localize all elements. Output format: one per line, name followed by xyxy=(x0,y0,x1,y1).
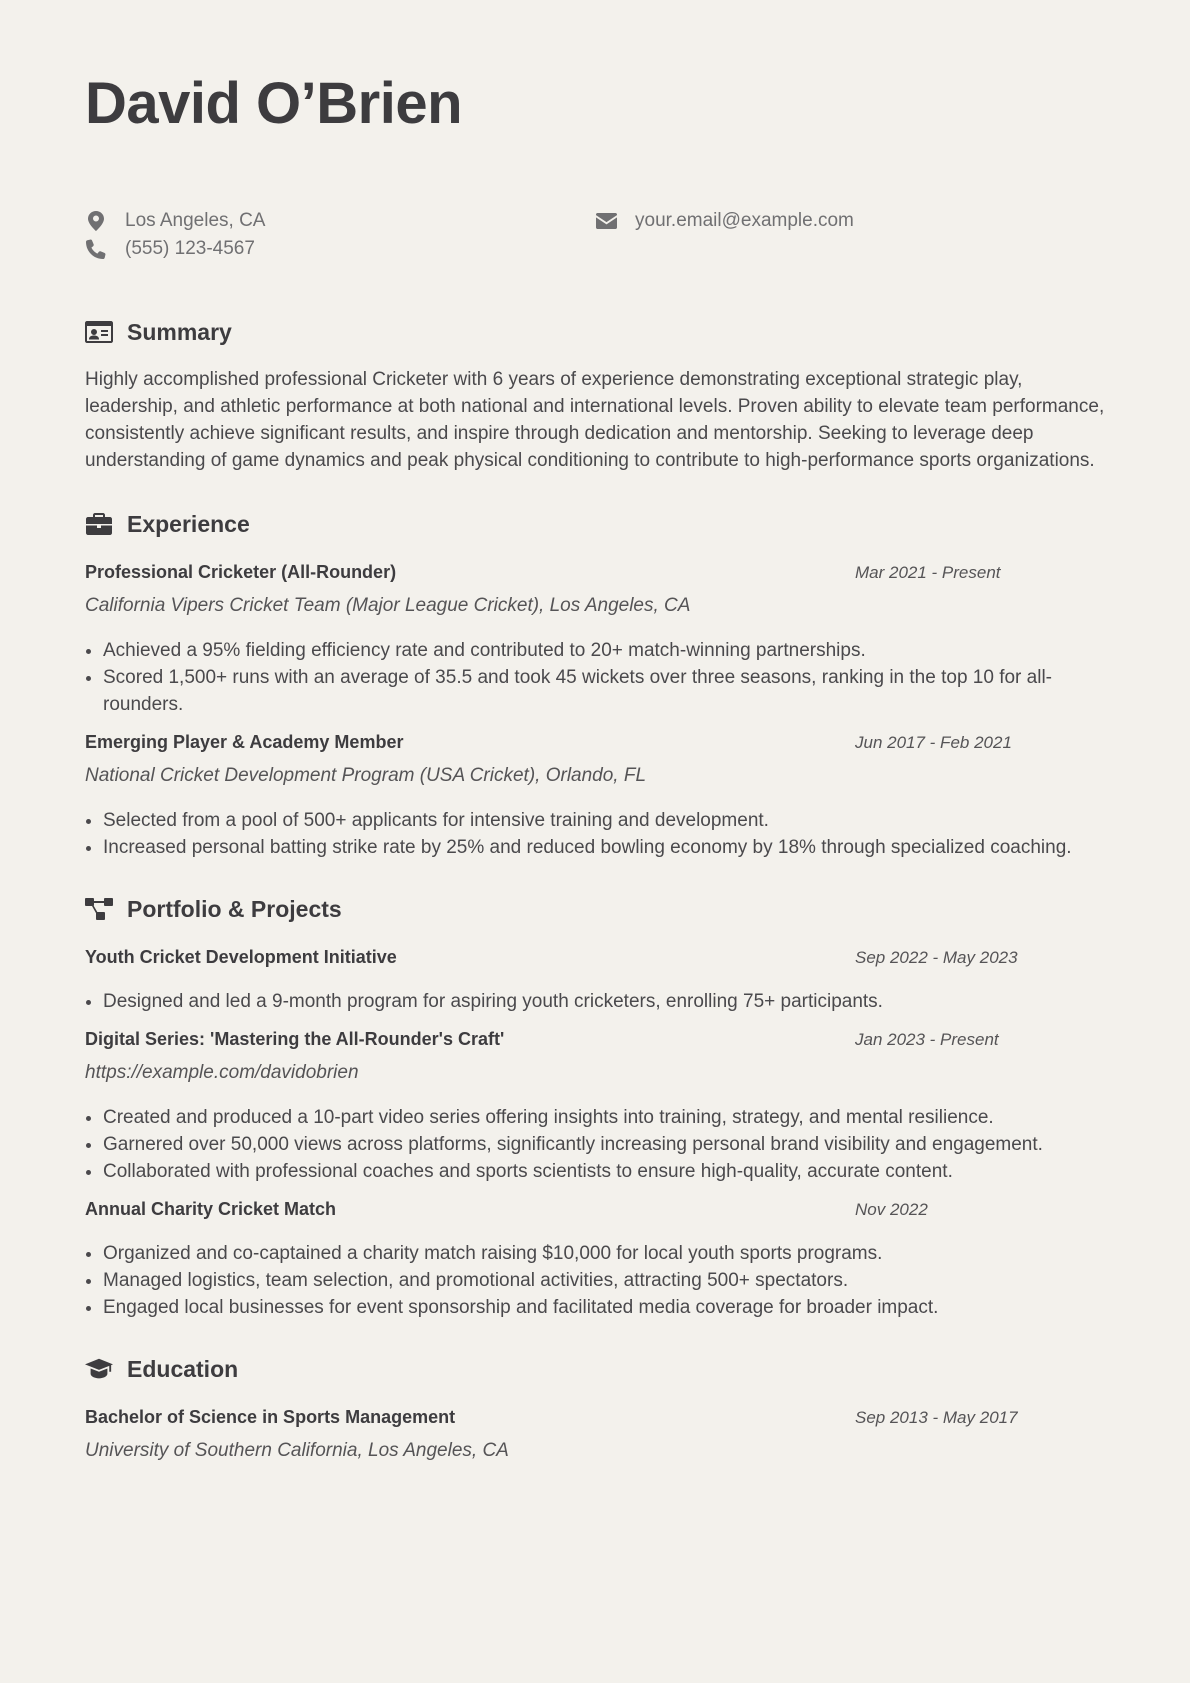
summary-text: Highly accomplished professional Cricketer with 6 years of experience demonstrating exceptional strategic play, leadership, and athletic performance at both national and international levels. Proven ability to elevate team performance, consistently achieve significant results, and inspire through dedication and mentorship. Seeking to leverage deep understanding of game dynamics and peak physical conditioning to contribute to high-performance sports organizations. xyxy=(85,369,1105,471)
job-title: Emerging Player & Academy Member xyxy=(85,732,404,752)
education-section xyxy=(85,1355,1105,1462)
education-entry xyxy=(85,1407,1105,1462)
entry-header xyxy=(85,1199,1105,1220)
education-heading xyxy=(85,1355,1105,1383)
project-bullets xyxy=(85,1104,1105,1185)
project-entry xyxy=(85,1199,1105,1321)
project-date: Sep 2022 - May 2023 xyxy=(855,948,1018,967)
briefcase-icon xyxy=(85,510,113,538)
entry-header xyxy=(85,947,1105,968)
project-date: Jan 2023 - Present xyxy=(855,1030,999,1049)
education-title: Education xyxy=(127,1355,239,1382)
list-item: • Engaged local businesses for event sponsorship and facilitated media coverage for broader impact. xyxy=(103,1294,1105,1321)
contact-email xyxy=(595,210,854,232)
project-entry xyxy=(85,1029,1105,1185)
summary-title: Summary xyxy=(127,318,232,345)
graduation-cap-icon xyxy=(85,1355,113,1383)
experience-entry xyxy=(85,732,1105,861)
project-title: Digital Series: 'Mastering the All-Rounder's Craft' xyxy=(85,1029,505,1049)
list-item: • Selected from a pool of 500+ applicants for intensive training and development. xyxy=(103,807,1105,834)
job-organization: National Cricket Development Program (USA Cricket), Orlando, FL xyxy=(85,765,647,786)
phone-text[interactable]: (555) 123-4567 xyxy=(125,238,255,259)
entry-header xyxy=(85,562,1105,583)
entry-header xyxy=(85,1407,1105,1428)
job-organization: California Vipers Cricket Team (Major League Cricket), Los Angeles, CA xyxy=(85,595,691,616)
experience-entry xyxy=(85,562,1105,718)
project-title: Youth Cricket Development Initiative xyxy=(85,947,397,967)
experience-heading xyxy=(85,510,1105,538)
job-bullets xyxy=(85,807,1105,861)
job-bullets xyxy=(85,637,1105,718)
map-pin-icon xyxy=(85,210,107,232)
phone-icon xyxy=(85,238,107,260)
project-bullets xyxy=(85,1240,1105,1321)
degree-title: Bachelor of Science in Sports Management xyxy=(85,1407,456,1427)
entry-header xyxy=(85,1029,1105,1050)
list-item: • Collaborated with professional coaches and sports scientists to ensure high-quality, accurate content. xyxy=(103,1158,1105,1185)
project-entry xyxy=(85,947,1105,1015)
degree-date: Sep 2013 - May 2017 xyxy=(855,1408,1018,1427)
project-diagram-icon xyxy=(85,895,113,923)
location-text: Los Angeles, CA xyxy=(125,210,266,231)
envelope-icon xyxy=(595,210,617,232)
school-name: University of Southern California, Los Angeles, CA xyxy=(85,1440,509,1461)
list-item: • Achieved a 95% fielding efficiency rate and contributed to 20+ match-winning partnerships. xyxy=(103,637,1105,664)
contact-phone xyxy=(85,238,255,260)
job-date: Mar 2021 - Present xyxy=(855,563,1001,582)
project-bullets xyxy=(85,988,1105,1015)
list-item: • Managed logistics, team selection, and promotional activities, attracting 500+ spectators. xyxy=(103,1267,1105,1294)
project-title: Annual Charity Cricket Match xyxy=(85,1199,337,1219)
list-item: • Organized and co-captained a charity match raising $10,000 for local youth sports programs. xyxy=(103,1240,1105,1267)
id-card-icon xyxy=(85,318,113,346)
resume-content xyxy=(85,318,1105,1462)
job-date: Jun 2017 - Feb 2021 xyxy=(855,733,1012,752)
list-item: • Scored 1,500+ runs with an average of 35.5 and took 45 wickets over three seasons, ranking in the top 10 for all-rounders. xyxy=(103,664,1105,718)
job-title: Professional Cricketer (All-Rounder) xyxy=(85,562,397,582)
email-link[interactable]: your.email@example.com xyxy=(635,210,854,231)
experience-section xyxy=(85,510,1105,861)
entry-header xyxy=(85,732,1105,753)
experience-title: Experience xyxy=(127,510,250,537)
summary-section xyxy=(85,318,1105,474)
projects-heading xyxy=(85,895,1105,923)
project-link[interactable]: https://example.com/davidobrien xyxy=(85,1062,359,1083)
projects-title: Portfolio & Projects xyxy=(127,895,342,922)
projects-section xyxy=(85,895,1105,1321)
list-item: • Increased personal batting strike rate by 25% and reduced bowling economy by 18% through specialized coaching. xyxy=(103,834,1105,861)
contact-location xyxy=(85,210,265,232)
project-date: Nov 2022 xyxy=(855,1200,928,1219)
list-item: • Created and produced a 10-part video series offering insights into training, strategy, and mental resilience. xyxy=(103,1104,1105,1131)
list-item: • Designed and led a 9-month program for aspiring youth cricketers, enrolling 75+ participants. xyxy=(103,988,1105,1015)
summary-heading xyxy=(85,318,1105,346)
list-item: • Garnered over 50,000 views across platforms, significantly increasing personal brand visibility and engagement. xyxy=(103,1131,1105,1158)
candidate-name: David O’Brien xyxy=(85,71,463,136)
